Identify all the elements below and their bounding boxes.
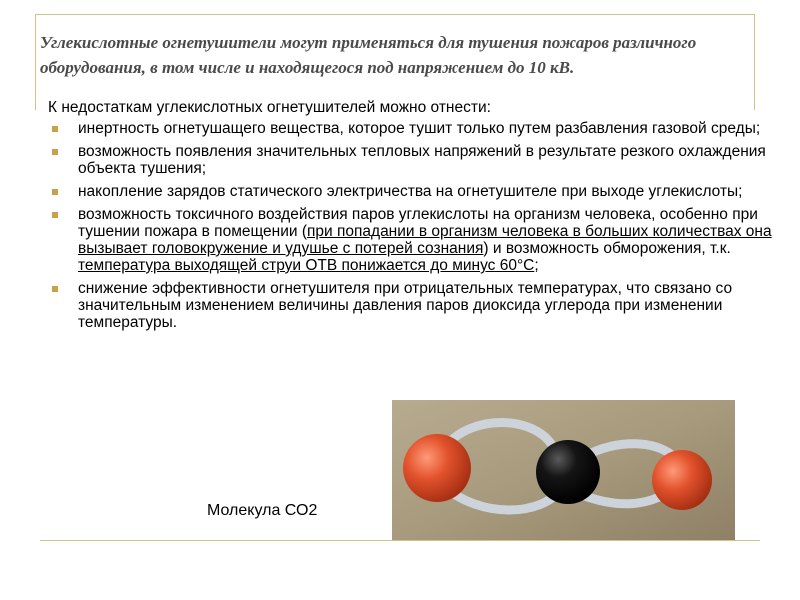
slide-title: Углекислотные огнетушители могут применяться для тушения пожаров различного оборудования, в том числе и находящегося под напряжением до 10 кВ.: [40, 33, 697, 77]
list-item: [48, 183, 773, 200]
bullet-icon: [52, 126, 58, 132]
list-item-text: возможность появления значительных тепловых напряжений в результате резкого охлаждения объекта тушения;: [78, 143, 766, 177]
list-item: [48, 206, 773, 274]
frame-line-bottom: [40, 540, 760, 541]
bullet-icon: [52, 212, 58, 218]
list-item-text: возможность токсичного воздействия паров углекислоты на организм человека, особенно при тушении пожара в помещении (: [78, 206, 758, 240]
list-item: [48, 143, 773, 177]
list-item-text: накопление зарядов статического электричества на огнетушителе при выходе углекислоты;: [78, 183, 743, 200]
image-caption: Молекула СО2: [207, 502, 318, 519]
carbon-atom: [536, 440, 600, 504]
list-item: [48, 280, 773, 331]
bullet-icon: [52, 149, 58, 155]
bullet-icon: [52, 189, 58, 195]
co2-molecule-photo: [392, 400, 735, 540]
oxygen-atom-right: [652, 450, 712, 510]
list-item-text: снижение эффективности огнетушителя при отрицательных температурах, что связано со значительным изменением величины давления паров диоксида углерода при изменении температуры.: [78, 280, 733, 331]
frame-line-right: [754, 14, 755, 110]
list-item-text: инертность огнетушащего вещества, которое тушит только путем разбавления газовой среды;: [78, 120, 761, 137]
frame-line-left: [35, 14, 36, 110]
list-item: [48, 120, 773, 137]
link-jet-temperature[interactable]: температура выходящей струи ОТВ понижается до минус 60°С: [78, 257, 535, 274]
bullet-icon: [52, 286, 58, 292]
oxygen-atom-left: [403, 434, 471, 502]
link-dizziness[interactable]: при попадании в организм человека в больших количествах она вызывает головокружение и удушье с потерей сознания: [78, 223, 772, 257]
list-item-text: ) и возможность обморожения, т.к.: [483, 240, 731, 257]
list-item-text: ;: [534, 257, 539, 274]
frame-line-top: [35, 14, 755, 15]
intro-text: К недостаткам углекислотных огнетушителей можно отнести:: [48, 99, 491, 116]
disadvantages-list: [48, 120, 773, 337]
